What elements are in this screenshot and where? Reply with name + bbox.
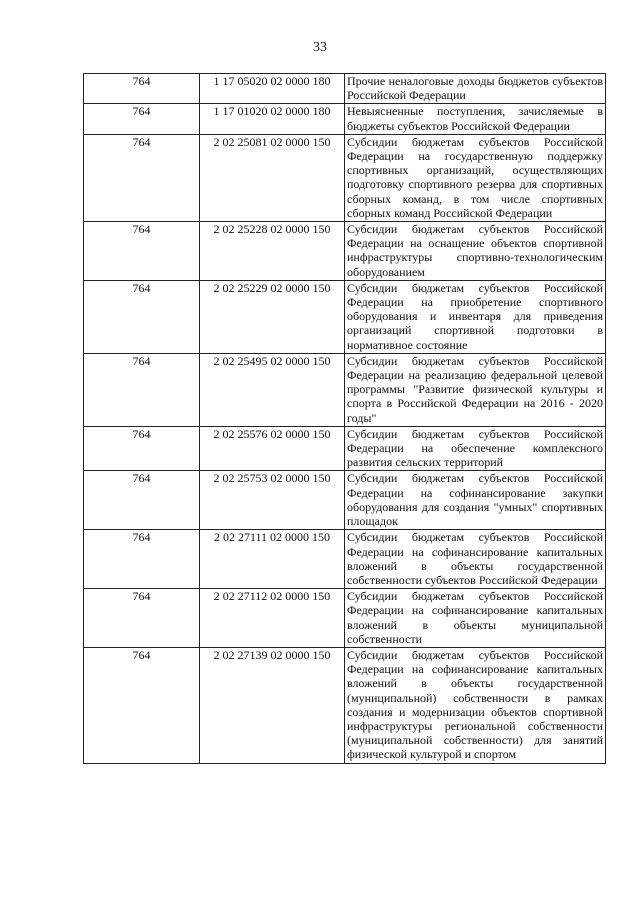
admin-code-cell: 764 [84, 426, 200, 471]
budget-code-cell: 2 02 25228 02 0000 150 [200, 222, 345, 281]
table-row [84, 280, 606, 353]
budget-classification-table [83, 73, 606, 764]
revenue-name-cell: Субсидии бюджетам субъектов Российской Федерации на софинансирование капитальных вложений в объекты государственной (муниципальной) собственности в рамках создания и модернизации объектов спортивной инфраструктуры региональной собственности (муниципальной собственности) для занятий физической культурой и спортом [345, 647, 606, 763]
table-row [84, 530, 606, 589]
revenue-name-cell: Субсидии бюджетам субъектов Российской Федерации на государственную поддержку спортивных организаций, осуществляющих подготовку спортивного резерва для спортивных сборных команд, в том числе спортивных сборных команд Российской Федерации [345, 134, 606, 221]
revenue-name-cell: Субсидии бюджетам субъектов Российской Федерации на софинансирование капитальных вложений в объекты государственной собственности субъектов Российской Федерации [345, 530, 606, 589]
revenue-name-cell: Субсидии бюджетам субъектов Российской Федерации на приобретение спортивного оборудования и инвентаря для приведения организаций спортивной подготовки в нормативное состояние [345, 280, 606, 353]
revenue-name-cell: Субсидии бюджетам субъектов Российской Федерации на софинансирование капитальных вложений в объекты муниципальной собственности [345, 589, 606, 648]
table-row [84, 426, 606, 471]
admin-code-cell: 764 [84, 589, 200, 648]
budget-code-cell: 2 02 25229 02 0000 150 [200, 280, 345, 353]
revenue-name-cell: Субсидии бюджетам субъектов Российской Федерации на реализацию федеральной целевой программы "Развитие физической культуры и спорта в Российской Федерации на 2016 - 2020 годы" [345, 353, 606, 426]
budget-code-cell: 2 02 27112 02 0000 150 [200, 589, 345, 648]
revenue-name-cell: Прочие неналоговые доходы бюджетов субъектов Российской Федерации [345, 74, 606, 104]
budget-code-cell: 1 17 05020 02 0000 180 [200, 74, 345, 104]
budget-code-cell: 2 02 27111 02 0000 150 [200, 530, 345, 589]
budget-code-cell: 2 02 27139 02 0000 150 [200, 647, 345, 763]
admin-code-cell: 764 [84, 353, 200, 426]
table-row [84, 647, 606, 763]
budget-code-cell: 1 17 01020 02 0000 180 [200, 104, 345, 134]
revenue-name-cell: Субсидии бюджетам субъектов Российской Федерации на софинансирование закупки оборудования для создания "умных" спортивных площадок [345, 471, 606, 530]
revenue-name-cell: Невыясненные поступления, зачисляемые в бюджеты субъектов Российской Федерации [345, 104, 606, 134]
admin-code-cell: 764 [84, 74, 200, 104]
table-row [84, 353, 606, 426]
table-row [84, 134, 606, 221]
admin-code-cell: 764 [84, 471, 200, 530]
table-row [84, 471, 606, 530]
page-number: 33 [313, 40, 327, 55]
admin-code-cell: 764 [84, 280, 200, 353]
budget-code-cell: 2 02 25753 02 0000 150 [200, 471, 345, 530]
revenue-name-cell: Субсидии бюджетам субъектов Российской Федерации на обеспечение комплексного развития сельских территорий [345, 426, 606, 471]
table-row [84, 104, 606, 134]
table-row [84, 74, 606, 104]
budget-code-cell: 2 02 25495 02 0000 150 [200, 353, 345, 426]
admin-code-cell: 764 [84, 647, 200, 763]
revenue-name-cell: Субсидии бюджетам субъектов Российской Федерации на оснащение объектов спортивной инфраструктуры спортивно-технологическим оборудованием [345, 222, 606, 281]
budget-code-cell: 2 02 25576 02 0000 150 [200, 426, 345, 471]
table-row [84, 222, 606, 281]
table-row [84, 589, 606, 648]
admin-code-cell: 764 [84, 104, 200, 134]
admin-code-cell: 764 [84, 222, 200, 281]
table-body [84, 74, 606, 764]
budget-code-cell: 2 02 25081 02 0000 150 [200, 134, 345, 221]
admin-code-cell: 764 [84, 530, 200, 589]
admin-code-cell: 764 [84, 134, 200, 221]
